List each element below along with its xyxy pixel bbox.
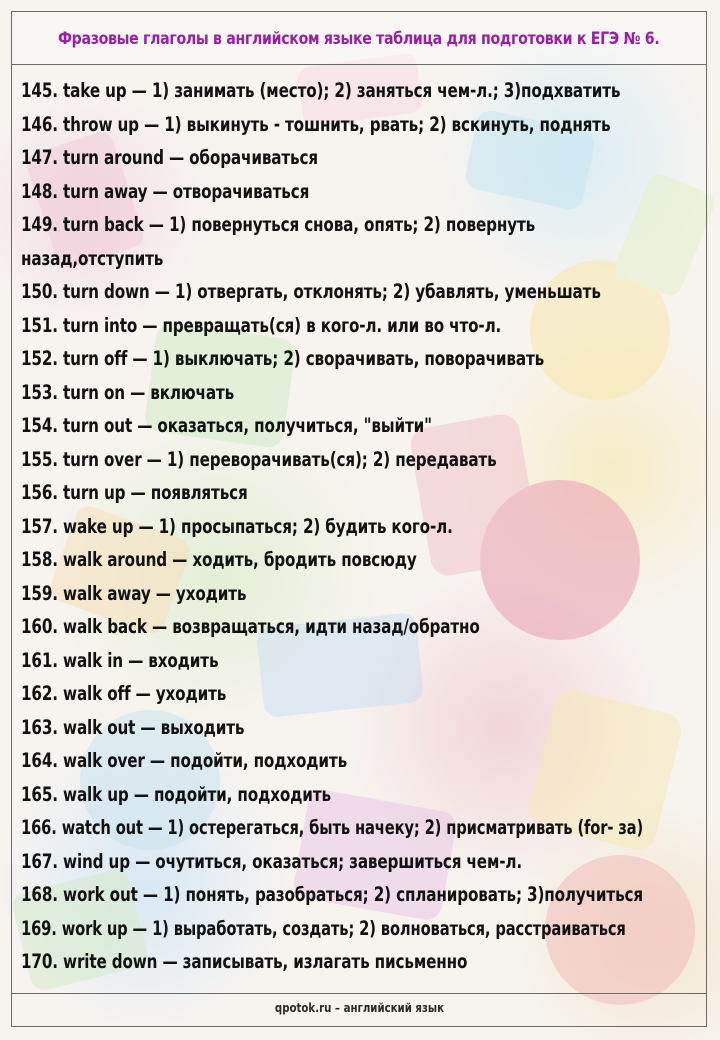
list-item: 167. wind up — очутиться, оказаться; завершиться чем-л. (21, 849, 523, 873)
list-item: 148. turn away — отворачиваться (21, 179, 310, 203)
footer (12, 1001, 706, 1015)
list-item: 155. turn over — 1) переворачивать(ся); 2) передавать (21, 447, 497, 471)
list-item: 153. turn on — включать (21, 380, 235, 404)
list-item: 169. work up — 1) выработать, создать; 2) волноваться, расстраиваться (21, 916, 626, 940)
list-item: 156. turn up — появляться (21, 481, 248, 504)
list-item: 166. watch out — 1) остерегаться, быть начеку; 2) присматривать (for- за) (21, 816, 644, 839)
list-item: 157. wake up — 1) просыпаться; 2) будить кого-л. (21, 514, 453, 538)
footer-divider (12, 993, 706, 994)
list-item: 158. walk around — ходить, бродить повсюду (21, 548, 417, 571)
header (12, 12, 706, 65)
list-item: 146. throw up — 1) выкинуть - тошнить, рвать; 2) вскинуть, поднять (21, 112, 611, 136)
list-item: 151. turn into — превращать(ся) в кого-л. или во что-л. (21, 313, 502, 337)
page-title: Фразовые глаголы в английском языке таблица для подготовки к ЕГЭ № 6. (58, 28, 660, 48)
list-item: 162. walk off — уходить (21, 682, 227, 705)
list-item-continuation: назад,отступить (21, 246, 164, 270)
list-item: 147. turn around — оборачиваться (21, 146, 318, 169)
list-item: 145. take up — 1) занимать (место); 2) заняться чем-л.; 3)подхватить (21, 79, 621, 102)
list-item: 154. turn out — оказаться, получиться, "выйти" (21, 414, 432, 437)
list-item: 165. walk up — подойти, подходить (21, 782, 331, 806)
list-item: 149. turn back — 1) повернуться снова, опять; 2) повернуть (21, 213, 536, 236)
list-item: 160. walk back — возвращаться, идти назад/обратно (21, 615, 480, 638)
list-item: 170. write down — записывать, излагать письменно (21, 950, 468, 973)
list-item: 159. walk away — уходить (21, 581, 247, 605)
phrasal-verb-list (21, 74, 701, 979)
list-item: 150. turn down — 1) отвергать, отклонять; 2) убавлять, уменьшать (21, 280, 601, 303)
footer-source[interactable]: qpotok.ru – английский язык (274, 1001, 444, 1015)
list-item: 152. turn off — 1) выключать; 2) сворачивать, поворачивать (21, 347, 545, 370)
list-item: 168. work out — 1) понять, разобраться; 2) спланировать; 3)получиться (21, 883, 644, 906)
list-item: 164. walk over — подойти, подходить (21, 749, 348, 772)
list-item: 163. walk out — выходить (21, 715, 245, 739)
list-item: 161. walk in — входить (21, 648, 219, 672)
